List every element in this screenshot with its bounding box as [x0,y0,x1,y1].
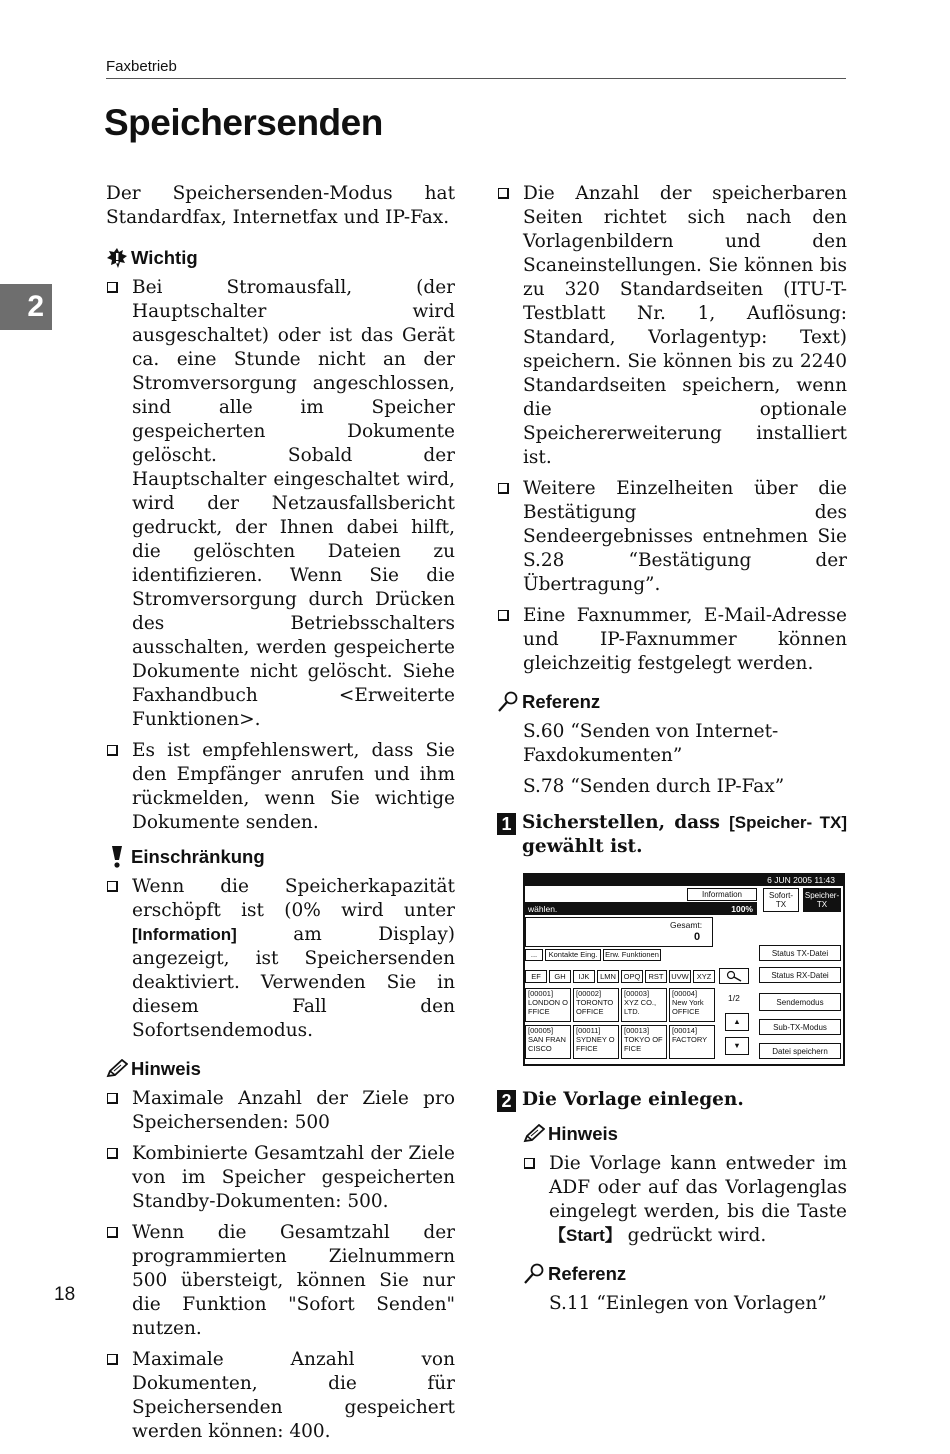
status-tx-file-button[interactable]: Status TX-Datei [759,945,841,961]
checkbox-bullet-icon [107,745,118,756]
search-button[interactable] [719,968,749,984]
letter-tab[interactable]: UVW [669,970,691,983]
tab-contacts[interactable]: Kontakte Eing. [545,949,601,961]
reference-heading: Referenz [523,1262,847,1286]
tab-extended-functions[interactable]: Erw. Funktionen [603,949,661,961]
screen-status-bar [525,875,843,886]
section-name: Faxbetrieb [106,58,177,75]
reference-line: S.11 “Einlegen von Vorlagen” [549,1293,827,1314]
tab-more[interactable]: ... [525,949,543,961]
info-list [497,182,847,676]
magnifier-icon [497,691,519,713]
letter-tab[interactable]: OPQ [621,970,643,983]
list-item: Eine Faxnummer, E-Mail-Adresse und IP-Faxnummer können gleichzeitig festgelegt werden. [497,604,847,676]
checkbox-bullet-icon [107,881,118,892]
list-item: Wenn die Speicherkapazität erschöpft ist (0% wird unter [Information] am Display) angezeigt, ist Speichersenden deaktiviert. Verwenden Sie in diesem Fall den Sofortsendemodus. [106,875,455,1043]
up-arrow-icon: ▲ [733,1017,741,1026]
important-heading: Wichtig [106,246,455,270]
down-arrow-icon: ▼ [733,1041,741,1050]
checkbox-bullet-icon [107,1093,118,1104]
control-panel-screen [523,873,845,1066]
important-list [106,276,455,835]
total-label: Gesamt: [670,920,703,930]
reference-heading: Referenz [497,690,847,714]
step-text: Sicherstellen, dass [Speicher- TX] gewählt ist. [522,812,848,857]
destination-button[interactable]: [00013] TOKYO OF FICE [621,1025,667,1059]
reference-line: S.60 “Senden von Internet-Faxdokumenten” [523,721,779,766]
memory-percent: 100% [731,904,753,914]
list-item: Maximale Anzahl der Ziele pro Speichersenden: 500 [106,1087,455,1135]
destination-button[interactable]: [00004] New York OFFICE [669,988,715,1022]
limitation-list [106,875,455,1043]
destination-button[interactable]: [00001] LONDON O FFICE [525,988,571,1022]
right-column [497,182,847,1323]
list-item: Wenn die Gesamtzahl der programmierten Zielnummern 500 übersteigt, können Sie nur die Funktion "Sofort Senden" nutzen. [106,1221,455,1341]
limitation-heading: Einschränkung [106,845,455,869]
step-2-details [497,1122,847,1316]
step-number: 1 [497,813,516,835]
left-column [106,182,455,1454]
intro-text: Der Speichersenden-Modus hat Standardfax, Internetfax und IP-Fax. [106,183,455,228]
note-heading: Hinweis [106,1057,455,1081]
information-button[interactable]: Information [687,888,757,901]
step-number: 2 [497,1090,516,1112]
checkbox-bullet-icon [498,483,509,494]
checkbox-bullet-icon [107,1227,118,1238]
page-up-button[interactable] [725,1013,749,1031]
magnifier-icon [523,1263,545,1285]
sub-tx-mode-button[interactable]: Sub-TX-Modus [759,1019,841,1035]
speicher-tx-key-label: [Speicher- TX] [729,813,848,832]
important-icon [106,247,128,269]
list-item: Die Vorlage kann entweder im ADF oder auf das Vorlagenglas eingelegt werden, bis die Taste 【Start】 gedrückt wird. [523,1152,847,1248]
sofort-tx-button[interactable]: Sofort- TX [763,888,799,912]
checkbox-bullet-icon [524,1158,535,1169]
note-list [106,1087,455,1444]
letter-tab[interactable]: EF [525,970,547,983]
start-key-label: 【Start】 [549,1226,622,1245]
letter-tab[interactable]: RST [645,970,667,983]
checkbox-bullet-icon [107,282,118,293]
list-item: Maximale Anzahl von Dokumenten, die für Speichersenden gespeichert werden können: 400. [106,1348,455,1444]
information-key-label: [Information] [132,925,237,944]
screen-prompt: wählen. [528,904,558,914]
letter-tab[interactable]: XYZ [693,970,715,983]
list-item: Bei Stromausfall, (der Hauptschalter wird ausgeschaltet) oder ist das Gerät ca. eine Stunde nicht an der Stromversorgung angeschlossen, sind alle im Speicher gespeicherten Dokumente gelöscht. Sobald der Hauptschalter eingeschaltet wird, wird der Netzausfallsbericht gedruckt, der Ihnen dabei hilft, die gelöschten Dateien zu identifizieren. Wenn Sie die Stromversorgung durch Drücken des Betriebsschalters ausschalten, werden gespeicherte Dokumente nicht gelöscht. Siehe Faxhandbuch <Erweiterte Funktionen>. [106,276,455,732]
checkbox-bullet-icon [107,1354,118,1365]
step-2 [497,1088,847,1112]
reference-line: S.78 “Senden durch IP-Fax” [523,776,785,797]
step-1 [497,811,847,859]
exclamation-icon [106,846,128,868]
list-item: Kombinierte Gesamtzahl der Ziele von im Speicher gespeicherten Standby-Dokumenten: 500. [106,1142,455,1214]
pencil-icon [523,1123,545,1145]
page-number: 18 [54,1284,76,1305]
destination-button[interactable]: [00005] SAN FRAN CISCO [525,1025,571,1059]
page-down-button[interactable] [725,1037,749,1055]
step-text: Die Vorlage einlegen. [522,1089,744,1110]
checkbox-bullet-icon [107,1148,118,1159]
letter-tab[interactable]: LMN [597,970,619,983]
page-title: Speichersenden [104,102,383,143]
list-item: Weitere Einzelheiten über die Bestätigung des Sendeergebnisses entnehmen Sie S.28 “Bestätigung der Übertragung”. [497,477,847,597]
screen-header-bar [525,902,757,915]
destination-button[interactable]: [00003] XYZ CO., LTD. [621,988,667,1022]
destination-button[interactable]: [00014] FACTORY [669,1025,715,1059]
list-item: Die Anzahl der speicherbaren Seiten richtet sich nach den Vorlagenbildern und den Scaneinstellungen. Sie können bis zu 320 Standardseiten (ITU-T-Testblatt Nr. 1, Auflösung: Standard, Vorlagentyp: Text) speichern. Sie können bis zu 2240 Standardseiten speichern, wenn die optionale Speichererweiterung installiert ist. [497,182,847,470]
note-list [523,1152,847,1248]
running-header [106,56,846,79]
total-value: 0 [694,931,701,943]
checkbox-bullet-icon [498,188,509,199]
screen-datetime: 6 JUN 2005 11:43 [767,875,835,885]
chapter-tab: 2 [0,284,52,330]
list-item: Es ist empfehlenswert, dass Sie den Empfänger anrufen und ihm rückmelden, wenn Sie wichtige Dokumente senden. [106,739,455,835]
save-file-button[interactable]: Datei speichern [759,1043,841,1059]
note-heading: Hinweis [523,1122,847,1146]
letter-tab[interactable]: GH [549,970,571,983]
destination-button[interactable]: [00002] TORONTO OFFICE [573,988,619,1022]
letter-tab[interactable]: IJK [573,970,595,983]
search-icon [725,970,743,982]
page-indicator: 1/2 [728,993,740,1003]
send-mode-button[interactable]: Sendemodus [759,993,841,1011]
destination-button[interactable]: [00011] SYDNEY O FFICE [573,1025,619,1059]
speicher-tx-button[interactable]: Speicher- TX [803,888,841,912]
checkbox-bullet-icon [498,610,509,621]
status-rx-file-button[interactable]: Status RX-Datei [759,967,841,983]
pencil-icon [106,1058,128,1080]
